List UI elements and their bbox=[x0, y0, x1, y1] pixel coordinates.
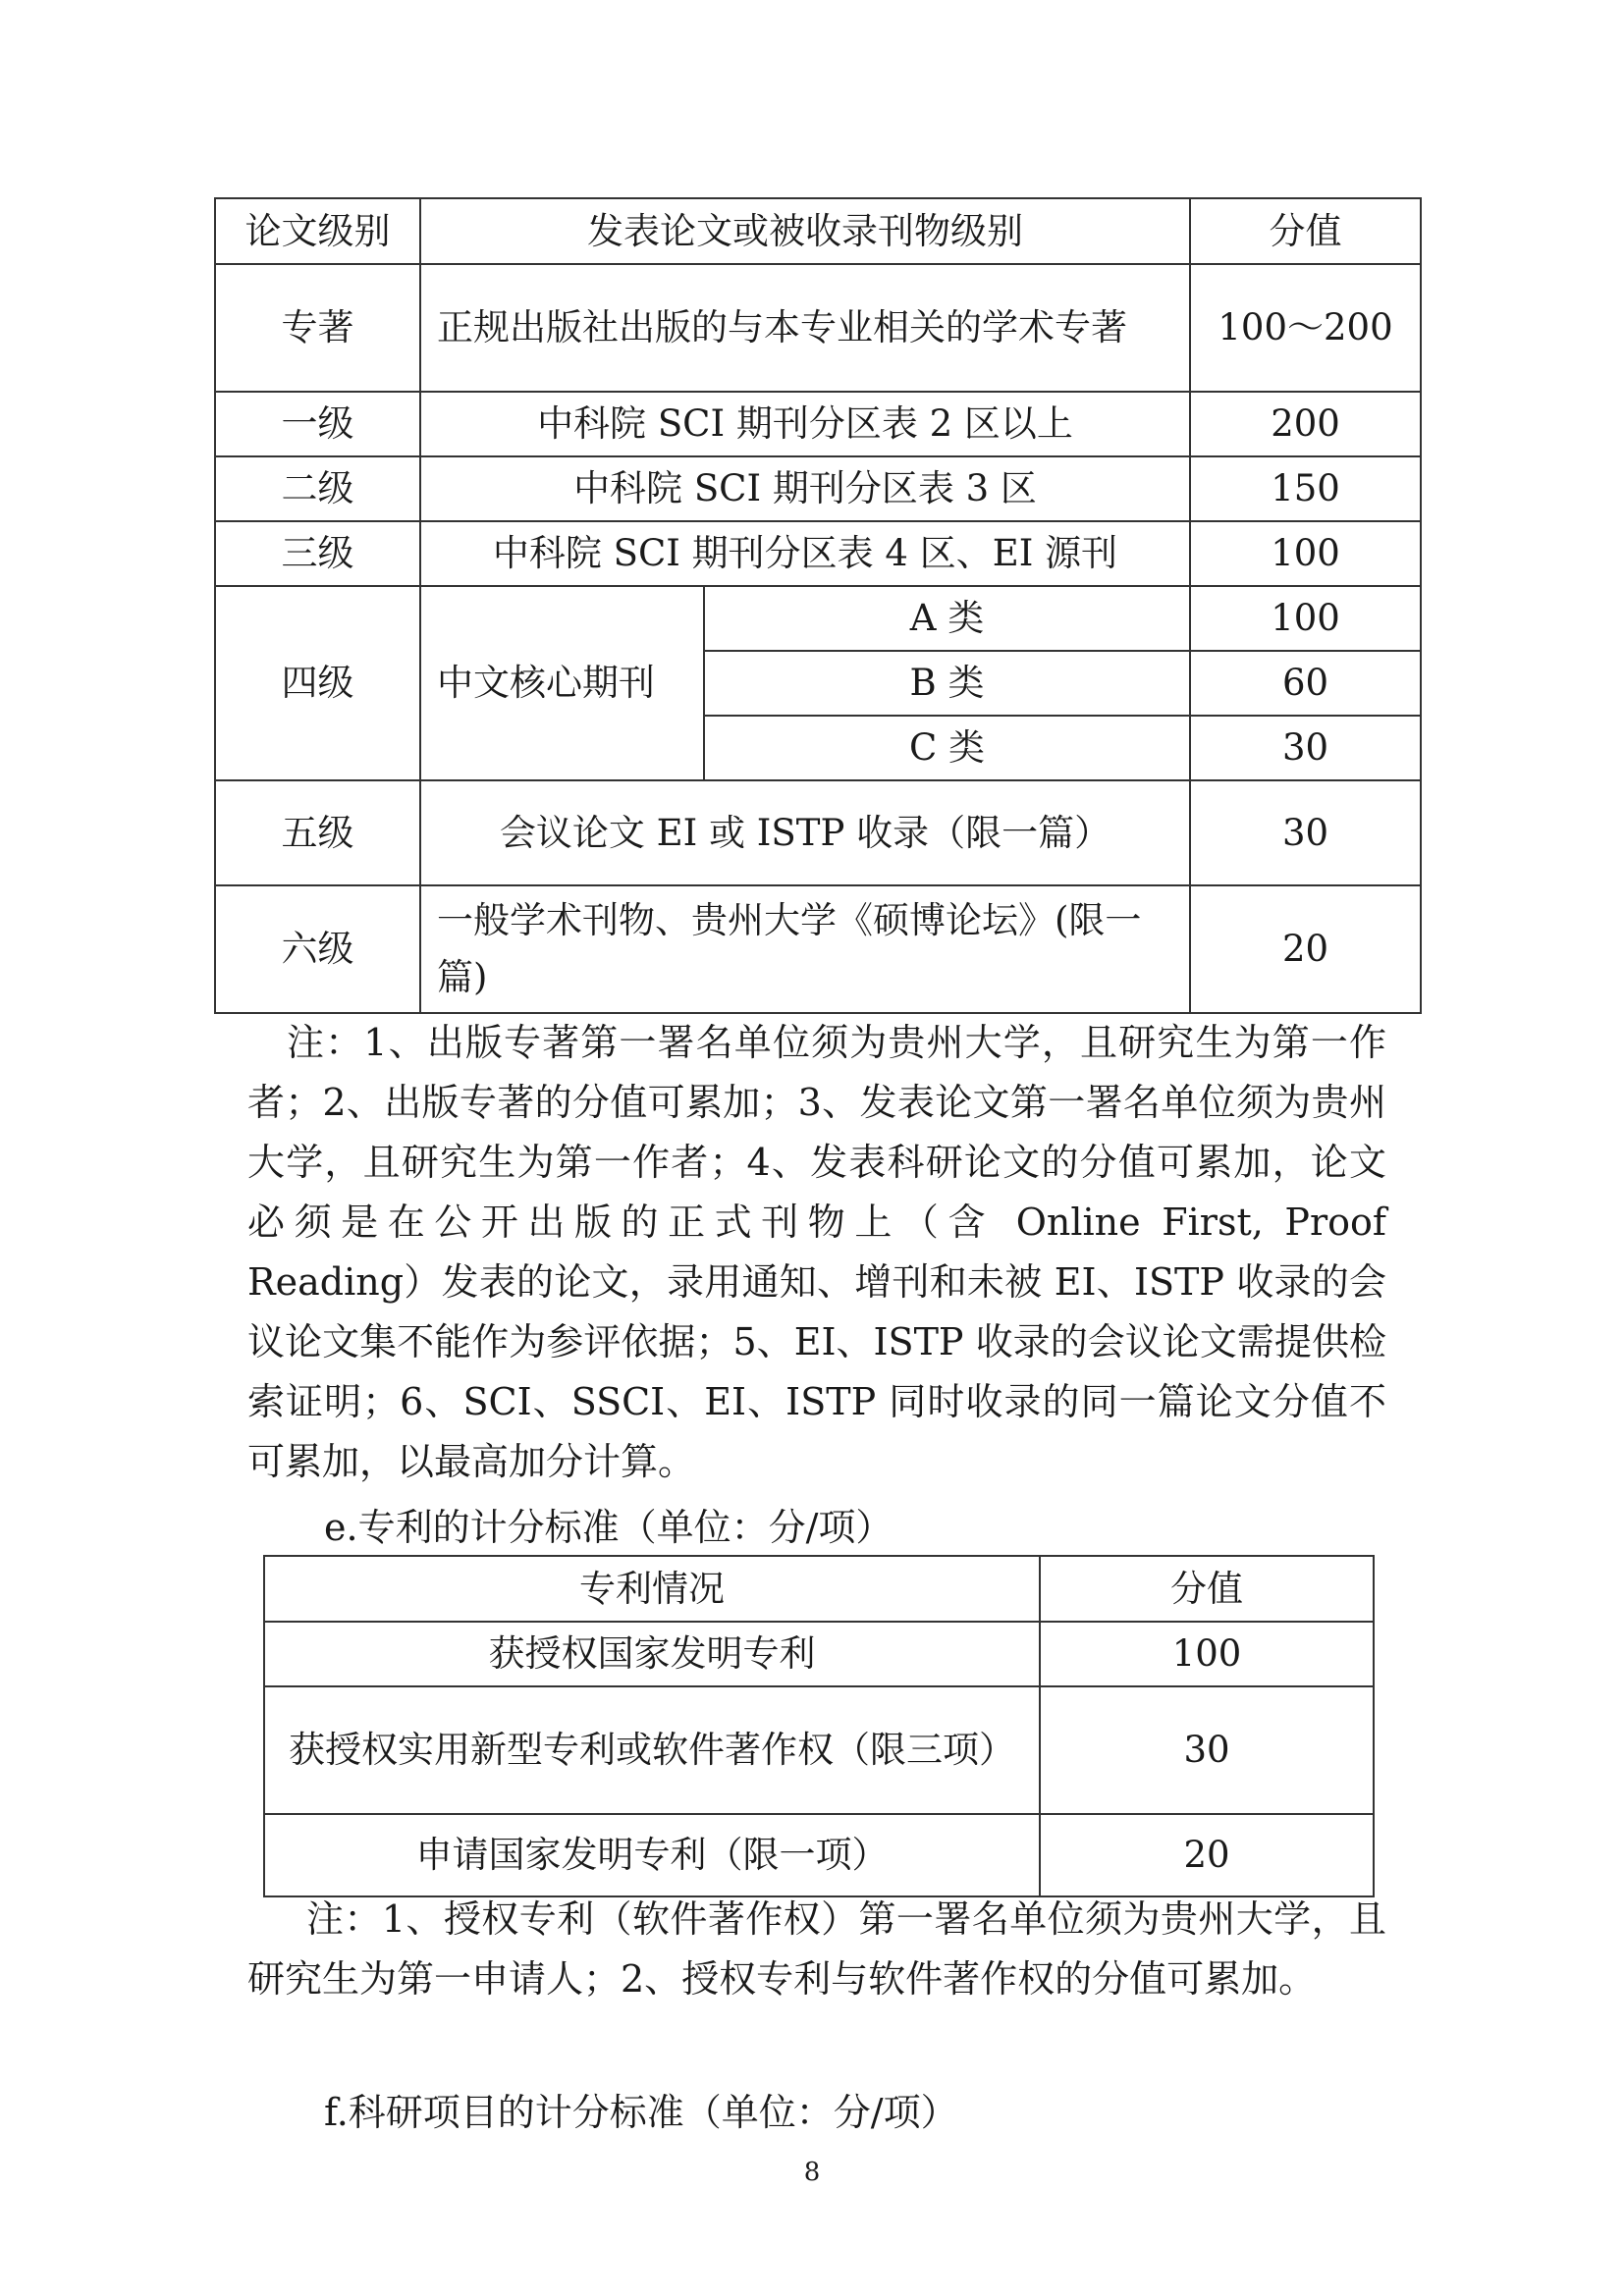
level-cell: 一级 bbox=[215, 392, 420, 456]
table-row bbox=[215, 885, 1421, 1013]
score-cell: 100 bbox=[1190, 521, 1421, 586]
class-cell: A 类 bbox=[704, 586, 1190, 651]
patent-section-heading: e.专利的计分标准（单位：分/项） bbox=[324, 1506, 893, 1549]
score-cell: 100～200 bbox=[1190, 264, 1421, 392]
level-cell: 四级 bbox=[215, 586, 420, 780]
class-cell: B 类 bbox=[704, 651, 1190, 716]
table-row bbox=[264, 1686, 1374, 1814]
patent-note: 注：1、授权专利（软件著作权）第一署名单位须为贵州大学，且研究生为第一申请人；2、授权专利与软件著作权的分值可累加。 bbox=[247, 1897, 1386, 2001]
criteria-cell: 中科院 SCI 期刊分区表 2 区以上 bbox=[420, 392, 1190, 456]
level-cell: 二级 bbox=[215, 456, 420, 521]
page-number: 8 bbox=[803, 2158, 821, 2187]
score-cell: 150 bbox=[1190, 456, 1421, 521]
table-header-row bbox=[264, 1556, 1374, 1622]
score-cell: 60 bbox=[1190, 651, 1421, 716]
criteria-cell: 会议论文 EI 或 ISTP 收录（限一篇） bbox=[420, 780, 1190, 885]
table-row bbox=[264, 1814, 1374, 1896]
table-row bbox=[215, 586, 1421, 651]
category-cell: 中文核心期刊 bbox=[420, 586, 704, 780]
paper-note: 注：1、出版专著第一署名单位须为贵州大学，且研究生为第一作者；2、出版专著的分值可累加；3、发表论文第一署名单位须为贵州大学，且研究生为第一作者；4、发表科研论文的分值可累加，论文必须是在公开出版的正式刊物上（含 Online First, Proof Reading）发表的论文，录用通知、增刊和未被 EI、ISTP 收录的会议论文集不能作为参评依据；5、EI、ISTP 收录的会议论文需提供检索证明；6、SCI、SSCI、EI、ISTP 同时收录的同一篇论文分值不可累加，以最高加分计算。 bbox=[247, 1021, 1386, 1483]
score-cell: 20 bbox=[1190, 885, 1421, 1013]
patent-score-table bbox=[263, 1555, 1375, 1897]
criteria-cell: 一般学术刊物、贵州大学《硕博论坛》(限一篇) bbox=[420, 885, 1190, 1013]
project-section-heading: f.科研项目的计分标准（单位：分/项） bbox=[324, 2091, 958, 2134]
score-cell: 30 bbox=[1190, 780, 1421, 885]
table-row bbox=[215, 392, 1421, 456]
header-criteria: 发表论文或被收录刊物级别 bbox=[420, 198, 1190, 264]
header-patent: 专利情况 bbox=[264, 1556, 1040, 1622]
score-cell: 200 bbox=[1190, 392, 1421, 456]
level-cell: 专著 bbox=[215, 264, 420, 392]
level-cell: 三级 bbox=[215, 521, 420, 586]
patent-item-cell: 申请国家发明专利（限一项） bbox=[264, 1814, 1040, 1896]
table-row bbox=[264, 1622, 1374, 1686]
paper-score-table bbox=[214, 197, 1422, 1014]
patent-item-cell: 获授权实用新型专利或软件著作权（限三项） bbox=[264, 1686, 1040, 1814]
header-level: 论文级别 bbox=[215, 198, 420, 264]
score-cell: 100 bbox=[1190, 586, 1421, 651]
level-cell: 五级 bbox=[215, 780, 420, 885]
table-row bbox=[215, 521, 1421, 586]
patent-item-cell: 获授权国家发明专利 bbox=[264, 1622, 1040, 1686]
header-score: 分值 bbox=[1040, 1556, 1374, 1622]
criteria-cell: 中科院 SCI 期刊分区表 3 区 bbox=[420, 456, 1190, 521]
header-score: 分值 bbox=[1190, 198, 1421, 264]
level-cell: 六级 bbox=[215, 885, 420, 1013]
table-row bbox=[215, 456, 1421, 521]
table-row bbox=[215, 780, 1421, 885]
table-header-row bbox=[215, 198, 1421, 264]
score-cell: 100 bbox=[1040, 1622, 1374, 1686]
criteria-cell: 中科院 SCI 期刊分区表 4 区、EI 源刊 bbox=[420, 521, 1190, 586]
score-cell: 30 bbox=[1190, 716, 1421, 780]
score-cell: 30 bbox=[1040, 1686, 1374, 1814]
class-cell: C 类 bbox=[704, 716, 1190, 780]
criteria-cell: 正规出版社出版的与本专业相关的学术专著 bbox=[420, 264, 1190, 392]
score-cell: 20 bbox=[1040, 1814, 1374, 1896]
table-row bbox=[215, 264, 1421, 392]
